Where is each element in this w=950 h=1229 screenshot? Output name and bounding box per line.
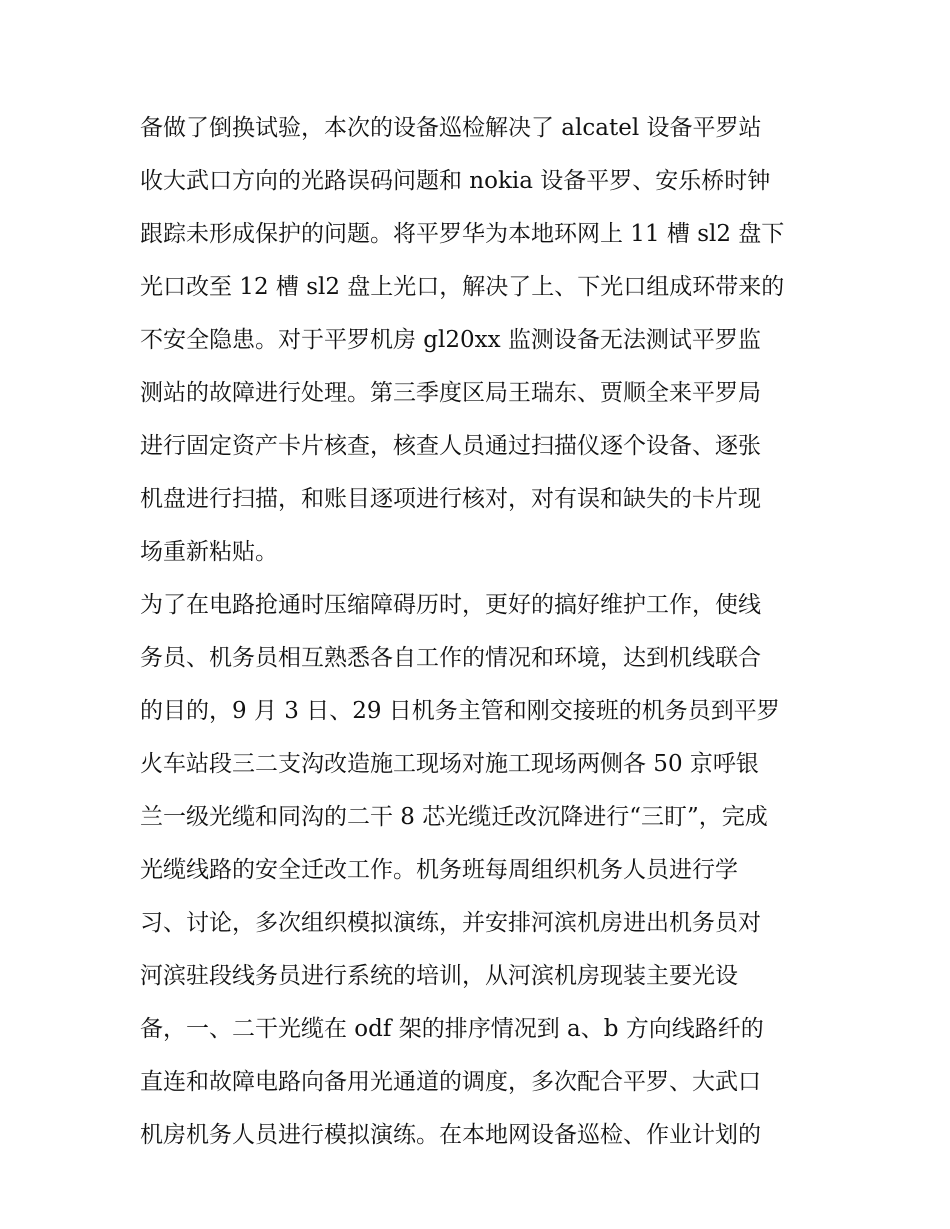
text-line: 机房机务人员进行模拟演练。在本地网设备巡检、作业计划的 — [140, 1122, 761, 1148]
text-line: 火车站段三二支沟改造施工现场对施工现场两侧各 50 京呼银 — [140, 751, 759, 777]
text-line: 为了在电路抢通时压缩障碍历时，更好的搞好维护工作，使线 — [140, 592, 761, 618]
text-line: 机盘进行扫描，和账目逐项进行核对，对有误和缺失的卡片现 — [140, 486, 761, 512]
text-line: 兰一级光缆和同沟的二干 8 芯光缆迁改沉降进行“三盯”，完成 — [140, 804, 768, 830]
text-line: 收大武口方向的光路误码问题和 nokia 设备平罗、安乐桥时钟 — [140, 168, 771, 194]
text-line: 备，一、二干光缆在 odf 架的排序情况到 a、b 方向线路纤的 — [140, 1016, 764, 1042]
text-line: 直连和故障电路向备用光通道的调度，多次配合平罗、大武口 — [140, 1069, 761, 1095]
text-line: 不安全隐患。对于平罗机房 gl20xx 监测设备无法测试平罗监 — [140, 327, 761, 353]
text-line: 光缆线路的安全迁改工作。机务班每周组织机务人员进行学 — [140, 857, 738, 883]
text-line: 习、讨论，多次组织模拟演练，并安排河滨机房进出机务员对 — [140, 910, 761, 936]
text-line: 备做了倒换试验，本次的设备巡检解决了 alcatel 设备平罗站 — [140, 115, 762, 141]
text-line: 测站的故障进行处理。第三季度区局王瑞东、贾顺全来平罗局 — [140, 380, 761, 406]
text-line: 的目的，9 月 3 日、29 日机务主管和刚交接班的机务员到平罗 — [140, 698, 780, 724]
text-line: 河滨驻段线务员进行系统的培训，从河滨机房现装主要光设 — [140, 963, 738, 989]
text-line: 务员、机务员相互熟悉各自工作的情况和环境，达到机线联合 — [140, 645, 761, 671]
text-line: 进行固定资产卡片核查，核查人员通过扫描仪逐个设备、逐张 — [140, 433, 761, 459]
text-line: 跟踪未形成保护的问题。将平罗华为本地环网上 11 槽 sl2 盘下 — [140, 221, 785, 247]
text-line: 光口改至 12 槽 sl2 盘上光口，解决了上、下光口组成环带来的 — [140, 274, 785, 300]
text-line: 场重新粘贴。 — [140, 539, 278, 565]
